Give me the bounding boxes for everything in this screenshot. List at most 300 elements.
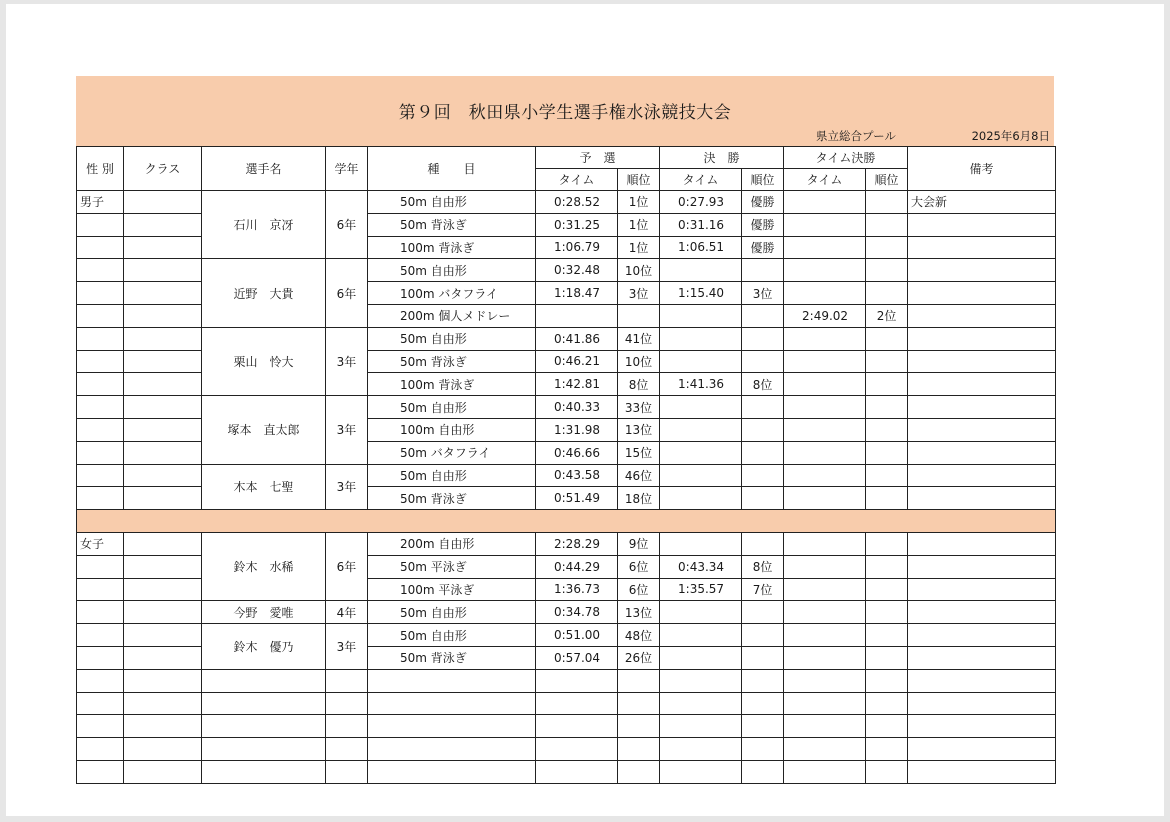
prelim-time: 0:28.52 bbox=[536, 191, 618, 214]
empty-cell bbox=[866, 669, 908, 692]
notes-cell bbox=[908, 236, 1056, 259]
timed-final-time bbox=[784, 624, 866, 647]
final-rank bbox=[742, 350, 784, 373]
prelim-rank: 33位 bbox=[618, 396, 660, 419]
swimmer-grade: 3年 bbox=[326, 396, 368, 464]
gender-cell bbox=[77, 487, 124, 510]
final-rank bbox=[742, 259, 784, 282]
final-rank: 8位 bbox=[742, 373, 784, 396]
gender-cell bbox=[77, 646, 124, 669]
swimmer-grade: 6年 bbox=[326, 532, 368, 600]
subheader-time: タイム bbox=[536, 169, 618, 191]
class-cell bbox=[124, 646, 202, 669]
final-time bbox=[660, 487, 742, 510]
timed-final-time bbox=[784, 373, 866, 396]
final-time: 1:06.51 bbox=[660, 236, 742, 259]
empty-cell bbox=[77, 760, 124, 783]
prelim-time: 0:51.49 bbox=[536, 487, 618, 510]
class-cell bbox=[124, 532, 202, 555]
class-cell bbox=[124, 464, 202, 487]
event-name: 50m 背泳ぎ bbox=[368, 487, 536, 510]
final-rank bbox=[742, 624, 784, 647]
prelim-time: 0:51.00 bbox=[536, 624, 618, 647]
class-cell bbox=[124, 487, 202, 510]
final-time: 1:41.36 bbox=[660, 373, 742, 396]
empty-cell bbox=[368, 692, 536, 715]
document-page bbox=[6, 4, 1164, 816]
timed-final-time bbox=[784, 555, 866, 578]
swimmer-name: 鈴木 水稀 bbox=[202, 532, 326, 600]
prelim-rank: 13位 bbox=[618, 601, 660, 624]
timed-final-rank bbox=[866, 487, 908, 510]
empty-cell bbox=[77, 738, 124, 761]
gender-cell bbox=[77, 464, 124, 487]
empty-cell bbox=[660, 715, 742, 738]
empty-cell bbox=[124, 715, 202, 738]
prelim-rank: 9位 bbox=[618, 532, 660, 555]
final-rank: 8位 bbox=[742, 555, 784, 578]
empty-cell bbox=[618, 760, 660, 783]
empty-cell bbox=[326, 760, 368, 783]
empty-cell bbox=[368, 715, 536, 738]
empty-cell bbox=[536, 669, 618, 692]
notes-cell bbox=[908, 282, 1056, 305]
prelim-rank: 18位 bbox=[618, 487, 660, 510]
notes-cell: 大会新 bbox=[908, 191, 1056, 214]
event-name: 50m 自由形 bbox=[368, 624, 536, 647]
notes-cell bbox=[908, 418, 1056, 441]
swimmer-grade: 6年 bbox=[326, 191, 368, 259]
empty-cell bbox=[784, 669, 866, 692]
prelim-time: 2:28.29 bbox=[536, 532, 618, 555]
blank-row bbox=[77, 692, 1056, 715]
swimmer-name: 塚本 直太郎 bbox=[202, 396, 326, 464]
blank-row bbox=[77, 760, 1056, 783]
event-name: 50m 自由形 bbox=[368, 327, 536, 350]
empty-cell bbox=[618, 669, 660, 692]
col-header-event: 種 目 bbox=[368, 147, 536, 191]
timed-final-rank bbox=[866, 373, 908, 396]
table-row bbox=[77, 464, 1056, 487]
final-rank bbox=[742, 487, 784, 510]
notes-cell bbox=[908, 646, 1056, 669]
prelim-time bbox=[536, 304, 618, 327]
timed-final-time bbox=[784, 646, 866, 669]
class-cell bbox=[124, 350, 202, 373]
empty-cell bbox=[908, 738, 1056, 761]
empty-cell bbox=[742, 669, 784, 692]
prelim-time: 1:42.81 bbox=[536, 373, 618, 396]
timed-final-rank bbox=[866, 441, 908, 464]
final-time bbox=[660, 624, 742, 647]
date-label: 2025年6月8日 bbox=[971, 129, 1050, 143]
swimmer-grade: 3年 bbox=[326, 624, 368, 670]
header-row-top bbox=[77, 147, 1056, 169]
empty-cell bbox=[536, 760, 618, 783]
separator-band bbox=[77, 510, 1056, 533]
final-time: 0:27.93 bbox=[660, 191, 742, 214]
timed-final-rank bbox=[866, 624, 908, 647]
timed-final-time bbox=[784, 282, 866, 305]
event-name: 50m バタフライ bbox=[368, 441, 536, 464]
final-rank: 優勝 bbox=[742, 191, 784, 214]
empty-cell bbox=[784, 738, 866, 761]
empty-cell bbox=[908, 692, 1056, 715]
prelim-time: 1:36.73 bbox=[536, 578, 618, 601]
event-name: 50m 背泳ぎ bbox=[368, 646, 536, 669]
timed-final-rank bbox=[866, 396, 908, 419]
prelim-time: 0:34.78 bbox=[536, 601, 618, 624]
class-cell bbox=[124, 624, 202, 647]
gender-cell bbox=[77, 418, 124, 441]
empty-cell bbox=[124, 738, 202, 761]
final-time: 0:43.34 bbox=[660, 555, 742, 578]
event-name: 100m バタフライ bbox=[368, 282, 536, 305]
timed-final-rank bbox=[866, 350, 908, 373]
notes-cell bbox=[908, 259, 1056, 282]
timed-final-rank bbox=[866, 418, 908, 441]
col-header-final: 決 勝 bbox=[660, 147, 784, 169]
final-rank bbox=[742, 441, 784, 464]
class-cell bbox=[124, 396, 202, 419]
subheader-rank: 順位 bbox=[742, 169, 784, 191]
gender-cell bbox=[77, 578, 124, 601]
timed-final-rank bbox=[866, 464, 908, 487]
class-cell bbox=[124, 213, 202, 236]
document-title: 第９回 秋田県小学生選手権水泳競技大会 bbox=[398, 103, 732, 123]
empty-cell bbox=[784, 760, 866, 783]
notes-cell bbox=[908, 350, 1056, 373]
final-time bbox=[660, 646, 742, 669]
empty-cell bbox=[618, 715, 660, 738]
gender-cell bbox=[77, 555, 124, 578]
timed-final-time bbox=[784, 327, 866, 350]
empty-cell bbox=[660, 738, 742, 761]
class-cell bbox=[124, 259, 202, 282]
notes-cell bbox=[908, 464, 1056, 487]
prelim-time: 0:31.25 bbox=[536, 213, 618, 236]
class-cell bbox=[124, 282, 202, 305]
final-time bbox=[660, 350, 742, 373]
results-body bbox=[77, 191, 1056, 784]
prelim-time: 1:31.98 bbox=[536, 418, 618, 441]
table-row bbox=[77, 259, 1056, 282]
table-row bbox=[77, 396, 1056, 419]
empty-cell bbox=[77, 669, 124, 692]
prelim-time: 0:57.04 bbox=[536, 646, 618, 669]
notes-cell bbox=[908, 373, 1056, 396]
timed-final-rank bbox=[866, 578, 908, 601]
empty-cell bbox=[368, 760, 536, 783]
timed-final-time bbox=[784, 464, 866, 487]
event-name: 50m 背泳ぎ bbox=[368, 213, 536, 236]
empty-cell bbox=[202, 715, 326, 738]
empty-cell bbox=[124, 669, 202, 692]
gender-cell bbox=[77, 304, 124, 327]
empty-cell bbox=[908, 669, 1056, 692]
prelim-rank: 6位 bbox=[618, 555, 660, 578]
prelim-rank: 48位 bbox=[618, 624, 660, 647]
final-rank: 7位 bbox=[742, 578, 784, 601]
swimmer-name: 近野 大貴 bbox=[202, 259, 326, 327]
empty-cell bbox=[784, 715, 866, 738]
prelim-rank: 46位 bbox=[618, 464, 660, 487]
swimmer-grade: 3年 bbox=[326, 464, 368, 510]
notes-cell bbox=[908, 304, 1056, 327]
timed-final-rank: 2位 bbox=[866, 304, 908, 327]
gender-cell bbox=[77, 624, 124, 647]
final-rank bbox=[742, 418, 784, 441]
empty-cell bbox=[536, 715, 618, 738]
notes-cell bbox=[908, 532, 1056, 555]
title-band bbox=[76, 76, 1054, 146]
timed-final-rank bbox=[866, 555, 908, 578]
timed-final-time bbox=[784, 350, 866, 373]
gender-cell bbox=[77, 373, 124, 396]
prelim-time: 0:46.66 bbox=[536, 441, 618, 464]
prelim-rank: 15位 bbox=[618, 441, 660, 464]
notes-cell bbox=[908, 441, 1056, 464]
empty-cell bbox=[660, 760, 742, 783]
event-name: 200m 個人メドレー bbox=[368, 304, 536, 327]
final-rank: 優勝 bbox=[742, 213, 784, 236]
prelim-rank: 3位 bbox=[618, 282, 660, 305]
gender-cell bbox=[77, 327, 124, 350]
timed-final-rank bbox=[866, 191, 908, 214]
event-name: 50m 自由形 bbox=[368, 191, 536, 214]
section-separator bbox=[77, 510, 1056, 533]
swimmer-name: 石川 京冴 bbox=[202, 191, 326, 259]
gender-cell bbox=[77, 441, 124, 464]
gender-cell bbox=[77, 601, 124, 624]
empty-cell bbox=[742, 692, 784, 715]
table-row bbox=[77, 327, 1056, 350]
class-cell bbox=[124, 304, 202, 327]
notes-cell bbox=[908, 487, 1056, 510]
prelim-time: 0:32.48 bbox=[536, 259, 618, 282]
empty-cell bbox=[866, 738, 908, 761]
empty-cell bbox=[908, 760, 1056, 783]
prelim-time: 1:06.79 bbox=[536, 236, 618, 259]
empty-cell bbox=[326, 669, 368, 692]
timed-final-time bbox=[784, 441, 866, 464]
empty-cell bbox=[742, 760, 784, 783]
empty-cell bbox=[202, 669, 326, 692]
col-header-gender: 性 別 bbox=[77, 147, 124, 191]
empty-cell bbox=[536, 692, 618, 715]
empty-cell bbox=[368, 738, 536, 761]
timed-final-rank bbox=[866, 532, 908, 555]
empty-cell bbox=[742, 738, 784, 761]
empty-cell bbox=[908, 715, 1056, 738]
prelim-time: 0:46.21 bbox=[536, 350, 618, 373]
prelim-rank: 13位 bbox=[618, 418, 660, 441]
notes-cell bbox=[908, 213, 1056, 236]
subheader-rank: 順位 bbox=[866, 169, 908, 191]
final-rank bbox=[742, 646, 784, 669]
timed-final-time bbox=[784, 487, 866, 510]
event-name: 50m 自由形 bbox=[368, 601, 536, 624]
class-cell bbox=[124, 418, 202, 441]
col-header-prelim: 予 選 bbox=[536, 147, 660, 169]
class-cell bbox=[124, 327, 202, 350]
timed-final-time bbox=[784, 578, 866, 601]
timed-final-time bbox=[784, 191, 866, 214]
empty-cell bbox=[866, 715, 908, 738]
notes-cell bbox=[908, 396, 1056, 419]
event-name: 100m 自由形 bbox=[368, 418, 536, 441]
event-name: 100m 背泳ぎ bbox=[368, 373, 536, 396]
final-rank bbox=[742, 601, 784, 624]
final-rank bbox=[742, 396, 784, 419]
timed-final-time bbox=[784, 236, 866, 259]
swimmer-grade: 6年 bbox=[326, 259, 368, 327]
empty-cell bbox=[536, 738, 618, 761]
timed-final-time bbox=[784, 601, 866, 624]
prelim-rank: 6位 bbox=[618, 578, 660, 601]
final-rank bbox=[742, 327, 784, 350]
results-sheet bbox=[76, 76, 1054, 784]
final-time bbox=[660, 418, 742, 441]
empty-cell bbox=[618, 738, 660, 761]
prelim-time: 0:43.58 bbox=[536, 464, 618, 487]
gender-cell bbox=[77, 282, 124, 305]
empty-cell bbox=[660, 692, 742, 715]
event-name: 50m 背泳ぎ bbox=[368, 350, 536, 373]
subheader-rank: 順位 bbox=[618, 169, 660, 191]
timed-final-time bbox=[784, 418, 866, 441]
class-cell bbox=[124, 578, 202, 601]
final-time bbox=[660, 464, 742, 487]
notes-cell bbox=[908, 578, 1056, 601]
prelim-rank bbox=[618, 304, 660, 327]
empty-cell bbox=[784, 692, 866, 715]
subheader-time: タイム bbox=[660, 169, 742, 191]
prelim-rank: 10位 bbox=[618, 259, 660, 282]
event-name: 50m 自由形 bbox=[368, 259, 536, 282]
table-row bbox=[77, 532, 1056, 555]
blank-row bbox=[77, 738, 1056, 761]
gender-cell: 男子 bbox=[77, 191, 124, 214]
empty-cell bbox=[202, 692, 326, 715]
prelim-time: 0:41.86 bbox=[536, 327, 618, 350]
table-row bbox=[77, 191, 1056, 214]
final-time: 1:15.40 bbox=[660, 282, 742, 305]
empty-cell bbox=[202, 738, 326, 761]
gender-cell bbox=[77, 236, 124, 259]
empty-cell bbox=[77, 692, 124, 715]
notes-cell bbox=[908, 327, 1056, 350]
subheader-time: タイム bbox=[784, 169, 866, 191]
final-rank: 優勝 bbox=[742, 236, 784, 259]
swimmer-name: 栗山 怜大 bbox=[202, 327, 326, 395]
event-name: 100m 平泳ぎ bbox=[368, 578, 536, 601]
venue-label: 県立総合プール bbox=[816, 129, 896, 143]
empty-cell bbox=[368, 669, 536, 692]
event-name: 50m 自由形 bbox=[368, 396, 536, 419]
timed-final-rank bbox=[866, 236, 908, 259]
class-cell bbox=[124, 191, 202, 214]
swimmer-name: 木本 七聖 bbox=[202, 464, 326, 510]
prelim-rank: 1位 bbox=[618, 191, 660, 214]
final-time: 0:31.16 bbox=[660, 213, 742, 236]
timed-final-time bbox=[784, 259, 866, 282]
final-time bbox=[660, 396, 742, 419]
results-table bbox=[76, 146, 1056, 784]
prelim-time: 1:18.47 bbox=[536, 282, 618, 305]
final-time bbox=[660, 327, 742, 350]
final-time bbox=[660, 532, 742, 555]
final-rank: 3位 bbox=[742, 282, 784, 305]
empty-cell bbox=[326, 715, 368, 738]
prelim-rank: 8位 bbox=[618, 373, 660, 396]
empty-cell bbox=[202, 760, 326, 783]
class-cell bbox=[124, 555, 202, 578]
final-time bbox=[660, 304, 742, 327]
swimmer-name: 鈴木 優乃 bbox=[202, 624, 326, 670]
empty-cell bbox=[124, 692, 202, 715]
swimmer-grade: 3年 bbox=[326, 327, 368, 395]
final-time: 1:35.57 bbox=[660, 578, 742, 601]
class-cell bbox=[124, 601, 202, 624]
gender-cell bbox=[77, 396, 124, 419]
notes-cell bbox=[908, 555, 1056, 578]
col-header-notes: 備考 bbox=[908, 147, 1056, 191]
event-name: 200m 自由形 bbox=[368, 532, 536, 555]
timed-final-time bbox=[784, 213, 866, 236]
final-time bbox=[660, 259, 742, 282]
timed-final-time bbox=[784, 532, 866, 555]
col-header-grade: 学年 bbox=[326, 147, 368, 191]
empty-cell bbox=[326, 692, 368, 715]
prelim-time: 0:40.33 bbox=[536, 396, 618, 419]
col-header-timed-final: タイム決勝 bbox=[784, 147, 908, 169]
event-name: 50m 自由形 bbox=[368, 464, 536, 487]
table-row bbox=[77, 624, 1056, 647]
class-cell bbox=[124, 373, 202, 396]
timed-final-rank bbox=[866, 213, 908, 236]
final-rank bbox=[742, 532, 784, 555]
prelim-time: 0:44.29 bbox=[536, 555, 618, 578]
col-header-name: 選手名 bbox=[202, 147, 326, 191]
class-cell bbox=[124, 441, 202, 464]
timed-final-rank bbox=[866, 282, 908, 305]
prelim-rank: 10位 bbox=[618, 350, 660, 373]
empty-cell bbox=[660, 669, 742, 692]
blank-row bbox=[77, 669, 1056, 692]
gender-cell bbox=[77, 259, 124, 282]
timed-final-time: 2:49.02 bbox=[784, 304, 866, 327]
timed-final-rank bbox=[866, 601, 908, 624]
empty-cell bbox=[77, 715, 124, 738]
empty-cell bbox=[866, 760, 908, 783]
notes-cell bbox=[908, 624, 1056, 647]
timed-final-time bbox=[784, 396, 866, 419]
final-rank bbox=[742, 304, 784, 327]
final-time bbox=[660, 601, 742, 624]
empty-cell bbox=[866, 692, 908, 715]
timed-final-rank bbox=[866, 259, 908, 282]
timed-final-rank bbox=[866, 646, 908, 669]
prelim-rank: 26位 bbox=[618, 646, 660, 669]
notes-cell bbox=[908, 601, 1056, 624]
final-rank bbox=[742, 464, 784, 487]
event-name: 100m 背泳ぎ bbox=[368, 236, 536, 259]
empty-cell bbox=[742, 715, 784, 738]
gender-cell: 女子 bbox=[77, 532, 124, 555]
empty-cell bbox=[618, 692, 660, 715]
swimmer-grade: 4年 bbox=[326, 601, 368, 624]
